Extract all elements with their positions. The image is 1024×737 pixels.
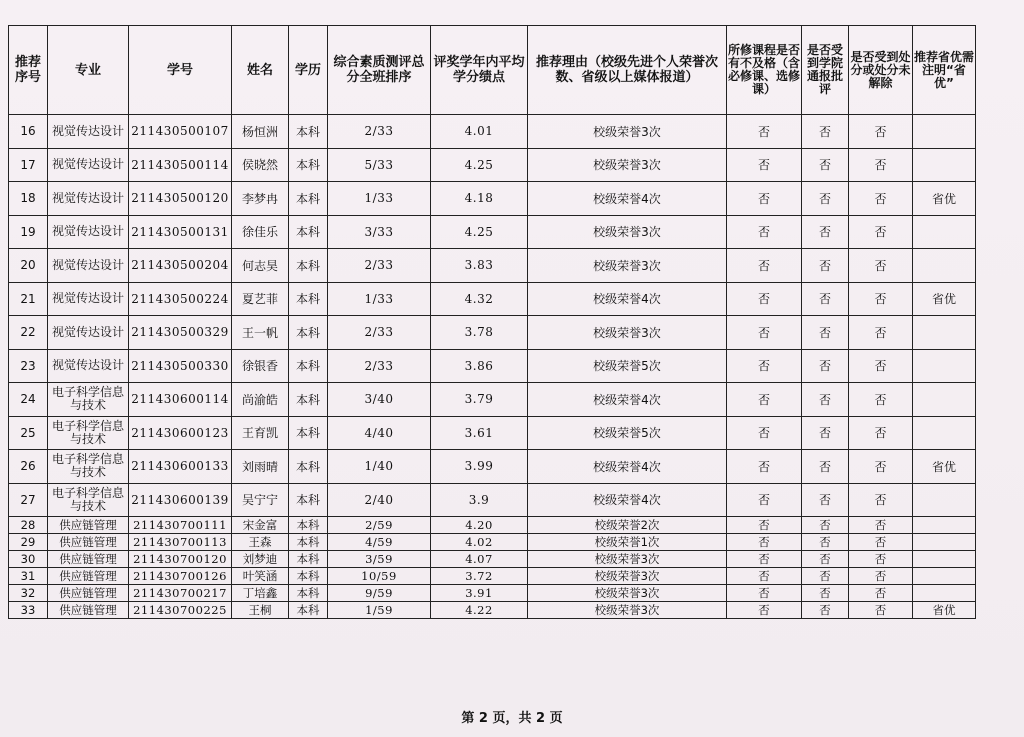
cell-criticized: 否 [802, 282, 849, 316]
cell-major: 供应链管理 [48, 551, 129, 568]
header-provincial: 推荐省优需注明“省优” [913, 26, 976, 115]
cell-failed: 否 [727, 182, 802, 216]
table-row [9, 349, 976, 383]
cell-degree: 本科 [289, 349, 328, 383]
cell-no: 31 [9, 568, 48, 585]
cell-gpa: 3.86 [431, 349, 528, 383]
cell-provincial [913, 115, 976, 149]
cell-criticized: 否 [802, 148, 849, 182]
cell-degree: 本科 [289, 450, 328, 484]
cell-reason: 校级荣誉4次 [528, 483, 727, 517]
cell-rank: 3/59 [328, 551, 431, 568]
cell-reason: 校级荣誉3次 [528, 249, 727, 283]
cell-criticized: 否 [802, 349, 849, 383]
cell-failed: 否 [727, 249, 802, 283]
cell-reason: 校级荣誉4次 [528, 282, 727, 316]
header-criticized: 是否受到学院通报批评 [802, 26, 849, 115]
cell-major: 电子科学信息与技术 [48, 483, 129, 517]
table-row [9, 148, 976, 182]
cell-punished: 否 [849, 602, 913, 619]
cell-provincial [913, 551, 976, 568]
table-row [9, 585, 976, 602]
cell-degree: 本科 [289, 517, 328, 534]
cell-student-id: 211430500131 [129, 215, 232, 249]
cell-failed: 否 [727, 602, 802, 619]
table-row [9, 483, 976, 517]
cell-punished: 否 [849, 534, 913, 551]
cell-student-id: 211430700111 [129, 517, 232, 534]
cell-punished: 否 [849, 568, 913, 585]
cell-no: 22 [9, 316, 48, 350]
header-failed: 所修课程是否有不及格（含必修课、选修课） [727, 26, 802, 115]
cell-criticized: 否 [802, 316, 849, 350]
cell-reason: 校级荣誉5次 [528, 416, 727, 450]
cell-provincial: 省优 [913, 450, 976, 484]
cell-student-id: 211430500120 [129, 182, 232, 216]
cell-gpa: 3.9 [431, 483, 528, 517]
cell-no: 24 [9, 383, 48, 417]
cell-no: 28 [9, 517, 48, 534]
cell-gpa: 3.72 [431, 568, 528, 585]
cell-student-id: 211430500329 [129, 316, 232, 350]
cell-major: 电子科学信息与技术 [48, 383, 129, 417]
cell-provincial: 省优 [913, 182, 976, 216]
cell-punished: 否 [849, 450, 913, 484]
cell-no: 19 [9, 215, 48, 249]
cell-no: 30 [9, 551, 48, 568]
cell-gpa: 4.18 [431, 182, 528, 216]
cell-gpa: 3.83 [431, 249, 528, 283]
cell-provincial [913, 249, 976, 283]
table-row [9, 551, 976, 568]
table-row [9, 534, 976, 551]
cell-punished: 否 [849, 585, 913, 602]
cell-major: 视觉传达设计 [48, 215, 129, 249]
cell-gpa: 4.02 [431, 534, 528, 551]
cell-name: 徐银香 [232, 349, 289, 383]
cell-name: 李梦冉 [232, 182, 289, 216]
cell-rank: 2/33 [328, 349, 431, 383]
cell-punished: 否 [849, 215, 913, 249]
cell-degree: 本科 [289, 383, 328, 417]
cell-major: 视觉传达设计 [48, 349, 129, 383]
cell-major: 供应链管理 [48, 534, 129, 551]
cell-no: 33 [9, 602, 48, 619]
cell-provincial [913, 215, 976, 249]
cell-name: 宋金富 [232, 517, 289, 534]
cell-punished: 否 [849, 282, 913, 316]
cell-gpa: 3.61 [431, 416, 528, 450]
cell-failed: 否 [727, 349, 802, 383]
cell-failed: 否 [727, 551, 802, 568]
header-name: 姓名 [232, 26, 289, 115]
cell-student-id: 211430500330 [129, 349, 232, 383]
cell-degree: 本科 [289, 483, 328, 517]
cell-name: 何志昊 [232, 249, 289, 283]
cell-failed: 否 [727, 517, 802, 534]
cell-rank: 3/40 [328, 383, 431, 417]
cell-rank: 1/40 [328, 450, 431, 484]
cell-name: 刘雨晴 [232, 450, 289, 484]
cell-criticized: 否 [802, 383, 849, 417]
table-row [9, 383, 976, 417]
cell-rank: 2/33 [328, 249, 431, 283]
cell-criticized: 否 [802, 551, 849, 568]
cell-gpa: 4.25 [431, 215, 528, 249]
cell-gpa: 3.99 [431, 450, 528, 484]
cell-degree: 本科 [289, 416, 328, 450]
cell-gpa: 4.25 [431, 148, 528, 182]
cell-name: 王森 [232, 534, 289, 551]
cell-failed: 否 [727, 215, 802, 249]
cell-punished: 否 [849, 517, 913, 534]
cell-student-id: 211430500224 [129, 282, 232, 316]
cell-major: 视觉传达设计 [48, 249, 129, 283]
cell-reason: 校级荣誉3次 [528, 551, 727, 568]
cell-provincial [913, 383, 976, 417]
cell-rank: 2/40 [328, 483, 431, 517]
cell-name: 尚渝皓 [232, 383, 289, 417]
cell-criticized: 否 [802, 416, 849, 450]
cell-reason: 校级荣誉3次 [528, 585, 727, 602]
cell-rank: 1/33 [328, 182, 431, 216]
cell-no: 21 [9, 282, 48, 316]
header-student-id: 学号 [129, 26, 232, 115]
cell-degree: 本科 [289, 115, 328, 149]
page-footer: 第 2 页，共 2 页 [461, 711, 563, 726]
cell-rank: 5/33 [328, 148, 431, 182]
table-row [9, 416, 976, 450]
cell-criticized: 否 [802, 585, 849, 602]
cell-reason: 校级荣誉5次 [528, 349, 727, 383]
cell-name: 王桐 [232, 602, 289, 619]
cell-degree: 本科 [289, 249, 328, 283]
cell-major: 供应链管理 [48, 602, 129, 619]
cell-degree: 本科 [289, 148, 328, 182]
cell-rank: 1/59 [328, 602, 431, 619]
cell-punished: 否 [849, 115, 913, 149]
cell-criticized: 否 [802, 182, 849, 216]
cell-name: 吴宁宁 [232, 483, 289, 517]
cell-criticized: 否 [802, 249, 849, 283]
table-row [9, 249, 976, 283]
cell-major: 视觉传达设计 [48, 148, 129, 182]
table-row [9, 215, 976, 249]
cell-criticized: 否 [802, 534, 849, 551]
cell-degree: 本科 [289, 585, 328, 602]
header-reason: 推荐理由（校级先进个人荣誉次数、省级以上媒体报道） [528, 26, 727, 115]
cell-rank: 4/40 [328, 416, 431, 450]
cell-gpa: 4.01 [431, 115, 528, 149]
cell-degree: 本科 [289, 534, 328, 551]
cell-student-id: 211430700217 [129, 585, 232, 602]
cell-name: 徐佳乐 [232, 215, 289, 249]
cell-name: 刘梦迪 [232, 551, 289, 568]
header-gpa: 评奖学年内平均学分绩点 [431, 26, 528, 115]
cell-rank: 4/59 [328, 534, 431, 551]
cell-gpa: 4.22 [431, 602, 528, 619]
cell-name: 丁培鑫 [232, 585, 289, 602]
cell-punished: 否 [849, 416, 913, 450]
cell-student-id: 211430600114 [129, 383, 232, 417]
cell-reason: 校级荣誉2次 [528, 517, 727, 534]
table-row [9, 602, 976, 619]
cell-reason: 校级荣誉3次 [528, 568, 727, 585]
cell-rank: 1/33 [328, 282, 431, 316]
cell-failed: 否 [727, 115, 802, 149]
cell-major: 视觉传达设计 [48, 316, 129, 350]
cell-student-id: 211430600123 [129, 416, 232, 450]
cell-criticized: 否 [802, 450, 849, 484]
cell-student-id: 211430700126 [129, 568, 232, 585]
cell-punished: 否 [849, 349, 913, 383]
cell-failed: 否 [727, 383, 802, 417]
cell-failed: 否 [727, 568, 802, 585]
cell-major: 视觉传达设计 [48, 115, 129, 149]
cell-criticized: 否 [802, 483, 849, 517]
cell-failed: 否 [727, 585, 802, 602]
cell-reason: 校级荣誉3次 [528, 215, 727, 249]
cell-criticized: 否 [802, 115, 849, 149]
cell-student-id: 211430600133 [129, 450, 232, 484]
cell-provincial: 省优 [913, 602, 976, 619]
cell-degree: 本科 [289, 282, 328, 316]
cell-provincial [913, 517, 976, 534]
cell-rank: 9/59 [328, 585, 431, 602]
cell-major: 视觉传达设计 [48, 282, 129, 316]
cell-name: 侯晓然 [232, 148, 289, 182]
cell-provincial [913, 483, 976, 517]
cell-gpa: 4.07 [431, 551, 528, 568]
header-degree: 学历 [289, 26, 328, 115]
cell-rank: 3/33 [328, 215, 431, 249]
table-row [9, 517, 976, 534]
cell-provincial [913, 568, 976, 585]
cell-failed: 否 [727, 282, 802, 316]
cell-degree: 本科 [289, 215, 328, 249]
cell-degree: 本科 [289, 316, 328, 350]
table-body [9, 115, 976, 619]
recommendation-table [8, 25, 976, 619]
cell-gpa: 3.78 [431, 316, 528, 350]
cell-reason: 校级荣誉4次 [528, 450, 727, 484]
cell-rank: 2/59 [328, 517, 431, 534]
cell-name: 王一帆 [232, 316, 289, 350]
cell-rank: 2/33 [328, 115, 431, 149]
cell-gpa: 4.32 [431, 282, 528, 316]
cell-failed: 否 [727, 534, 802, 551]
cell-provincial [913, 316, 976, 350]
cell-reason: 校级荣誉3次 [528, 316, 727, 350]
cell-no: 32 [9, 585, 48, 602]
cell-failed: 否 [727, 148, 802, 182]
cell-rank: 2/33 [328, 316, 431, 350]
cell-reason: 校级荣誉3次 [528, 602, 727, 619]
header-rank: 综合素质测评总分全班排序 [328, 26, 431, 115]
cell-student-id: 211430500204 [129, 249, 232, 283]
cell-name: 叶笑涵 [232, 568, 289, 585]
cell-no: 18 [9, 182, 48, 216]
cell-reason: 校级荣誉3次 [528, 115, 727, 149]
cell-no: 16 [9, 115, 48, 149]
cell-criticized: 否 [802, 215, 849, 249]
cell-student-id: 211430700113 [129, 534, 232, 551]
cell-failed: 否 [727, 483, 802, 517]
cell-provincial [913, 585, 976, 602]
header-major: 专业 [48, 26, 129, 115]
cell-major: 电子科学信息与技术 [48, 416, 129, 450]
cell-student-id: 211430500107 [129, 115, 232, 149]
table-row [9, 182, 976, 216]
cell-no: 27 [9, 483, 48, 517]
header-no: 推荐序号 [9, 26, 48, 115]
cell-punished: 否 [849, 249, 913, 283]
table-row [9, 450, 976, 484]
cell-no: 23 [9, 349, 48, 383]
cell-degree: 本科 [289, 551, 328, 568]
cell-student-id: 211430600139 [129, 483, 232, 517]
cell-punished: 否 [849, 316, 913, 350]
header-punished: 是否受到处分或处分未解除 [849, 26, 913, 115]
table-row [9, 316, 976, 350]
cell-reason: 校级荣誉1次 [528, 534, 727, 551]
cell-failed: 否 [727, 316, 802, 350]
cell-degree: 本科 [289, 182, 328, 216]
cell-no: 17 [9, 148, 48, 182]
cell-major: 供应链管理 [48, 585, 129, 602]
cell-major: 电子科学信息与技术 [48, 450, 129, 484]
cell-major: 供应链管理 [48, 568, 129, 585]
cell-punished: 否 [849, 182, 913, 216]
cell-failed: 否 [727, 450, 802, 484]
table-row [9, 282, 976, 316]
cell-student-id: 211430700225 [129, 602, 232, 619]
cell-name: 杨恒洲 [232, 115, 289, 149]
cell-name: 王育凯 [232, 416, 289, 450]
cell-reason: 校级荣誉4次 [528, 383, 727, 417]
cell-gpa: 4.20 [431, 517, 528, 534]
cell-reason: 校级荣誉4次 [528, 182, 727, 216]
cell-rank: 10/59 [328, 568, 431, 585]
cell-major: 供应链管理 [48, 517, 129, 534]
cell-gpa: 3.91 [431, 585, 528, 602]
cell-failed: 否 [727, 416, 802, 450]
cell-reason: 校级荣誉3次 [528, 148, 727, 182]
cell-provincial [913, 416, 976, 450]
cell-provincial: 省优 [913, 282, 976, 316]
cell-no: 20 [9, 249, 48, 283]
cell-punished: 否 [849, 551, 913, 568]
cell-criticized: 否 [802, 568, 849, 585]
cell-no: 29 [9, 534, 48, 551]
cell-provincial [913, 534, 976, 551]
cell-punished: 否 [849, 483, 913, 517]
cell-provincial [913, 349, 976, 383]
cell-major: 视觉传达设计 [48, 182, 129, 216]
cell-gpa: 3.79 [431, 383, 528, 417]
cell-punished: 否 [849, 148, 913, 182]
table-row [9, 115, 976, 149]
header-row [9, 26, 976, 115]
cell-student-id: 211430500114 [129, 148, 232, 182]
cell-degree: 本科 [289, 568, 328, 585]
cell-degree: 本科 [289, 602, 328, 619]
cell-provincial [913, 148, 976, 182]
cell-student-id: 211430700120 [129, 551, 232, 568]
cell-no: 25 [9, 416, 48, 450]
cell-criticized: 否 [802, 517, 849, 534]
cell-punished: 否 [849, 383, 913, 417]
cell-no: 26 [9, 450, 48, 484]
table-row [9, 568, 976, 585]
cell-criticized: 否 [802, 602, 849, 619]
cell-name: 夏艺菲 [232, 282, 289, 316]
